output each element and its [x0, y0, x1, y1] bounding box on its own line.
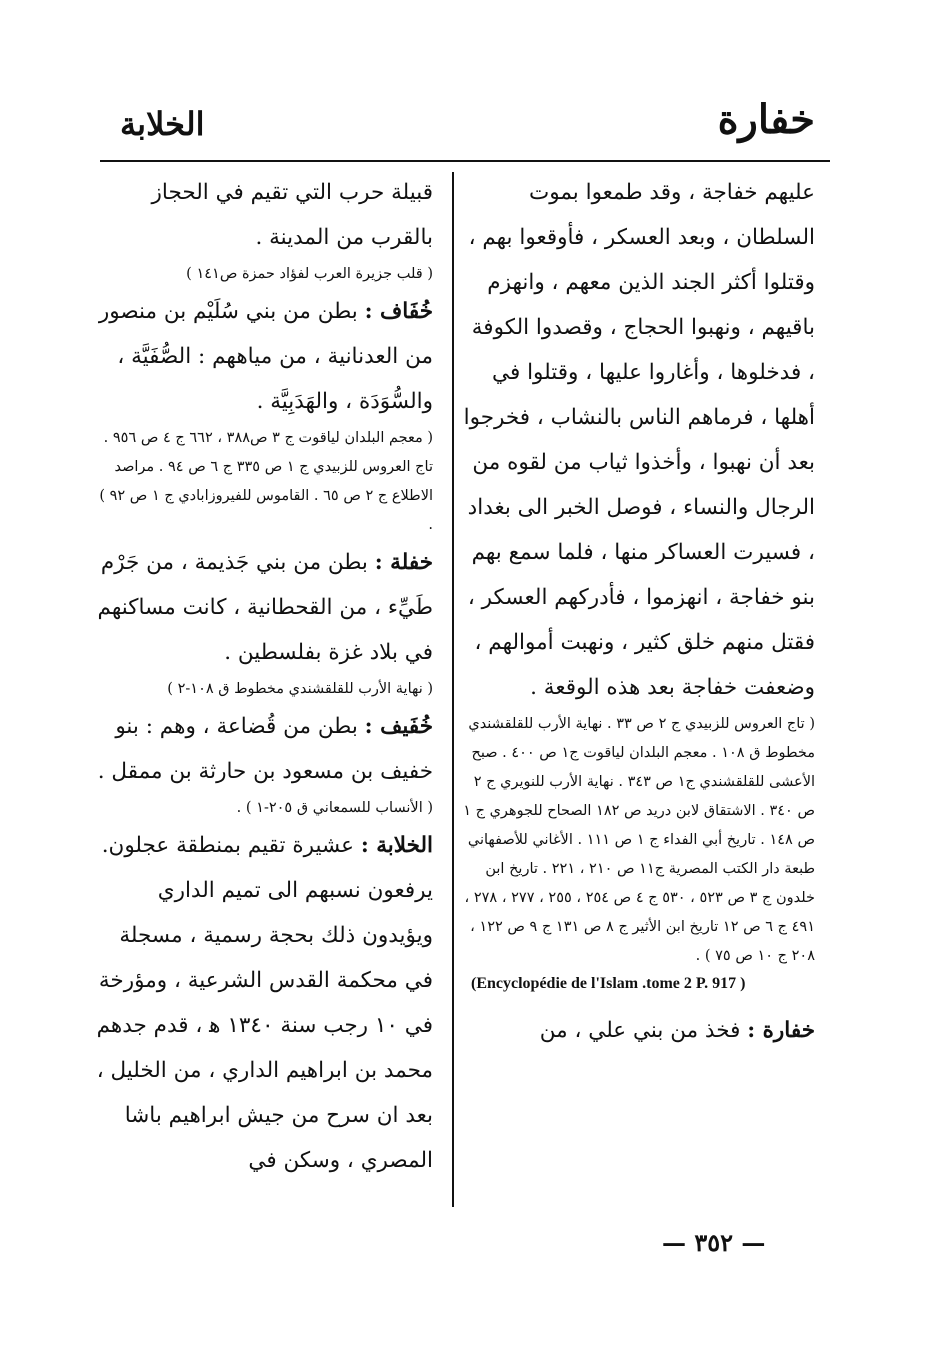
entry-headword: خفلة : — [374, 550, 433, 575]
entry-text: فخذ من بني علي ، من — [539, 1018, 741, 1043]
entry-khufaf — [95, 289, 433, 424]
left-intro: قبيلة حرب التي تقيم في الحجاز بالقرب من المدينة . — [151, 180, 433, 250]
page-header-right: خفارة — [717, 96, 815, 143]
entry-headword: الخلابة : — [360, 833, 433, 858]
right-latin-reference: (Encyclopédie de l'Islam .tome 2 P. 917 ) — [471, 975, 746, 992]
entry-khufaf-reference: ( معجم البلدان لياقوت ج ٣ ص٣٨٨ ، ٦٦٢ ج ٤ ص ٩٥٦ . تاج العروس للزبيدي ج ١ ص ٣٣٥ ج ٦ ص ٩٤ . مراصد الاطلاع ج ٢ ص ٦٥ . القاموس للفيروزابادي ج ١ ص ٩٢ ) . — [99, 430, 433, 533]
entry-headword: خُفَاف : — [364, 299, 433, 324]
header-rule — [100, 160, 830, 162]
entry-khufayf-reference: ( الأنساب للسمعاني ق ٢٠٥-١ ) . — [236, 800, 433, 816]
right-paragraph: عليهم خفاجة ، وقد طمعوا بموت السلطان ، وبعد العسكر ، فأوقعوا بهم ، وقتلوا أكثر الجند الذين معهم ، وانهزم باقيهم ، ونهبوا الحجاج ، وقصدوا الكوفة ، فدخلوها ، وأغاروا عليها ، وقتلوا في أهلها ، فرماهم الناس بالنشاب ، فخرجوا بعد أن نهبوا ، وأخذوا ثياب من لقوه من الرجال والنساء ، فوصل الخبر الى بغداد ، فسيرت العساكر منها ، فلما سمع بهم بنو خفاجة ، انهزموا ، فأدركهم العسكر ، فقتل منهم خلق كثير ، ونهبت أموالهم ، وضعفت خفاجة بعد هذه الوقعة . — [463, 180, 815, 700]
left-column — [95, 170, 433, 1183]
entry-text: بطن من بني جَذيمة ، من جَرْم طَيِّء ، من القحطانية ، كانت مساكنهم في بلاد غزة بفلسطين . — [97, 550, 433, 665]
entry-text: بطن من بني سُلَيْم بن منصور من العدنانية ، من مياههم : الصُّفَيَّة ، والسُّوَدَة ، والهَدَبِيَّة . — [98, 299, 433, 414]
entry-text: عشيرة تقيم بمنطقة عجلون. يرفعون نسبهم الى تميم الداري ويؤيدون ذلك بحجة رسمية ، مسجلة في محكمة القدس الشرعية ، ومؤرخة في ١٠ رجب سنة ١٣٤٠ ﻫ ، قدم جدهم محمد بن ابراهيم الداري ، من الخليل ، بعد ان سرح من جيش ابراهيم باشا المصري ، وسكن في — [96, 833, 433, 1173]
entry-khafla-reference: ( نهاية الأرب للقلقشندي مخطوط ق ١٠٨-٢ ) — [167, 681, 433, 697]
right-last-entry — [463, 1008, 815, 1053]
column-divider — [452, 172, 454, 1207]
right-references: ( تاج العروس للزبيدي ج ٢ ص ٣٣ . نهاية الأرب للقلقشندي مخطوط ق ١٠٨ . معجم البلدان لياقوت ج١ ص ٤٠٠ . صبح الأعشى للقلقشندي ج١ ص ٣٤٣ . نهاية الأرب للنويري ج ٢ ص ٣٤٠ . الاشتقاق لابن دريد ص ١٨٢ الصحاح للجوهري ج ١ ص ١٤٨ . تاريخ أبي الفداء ج ١ ص ١١١ . الأغاني للأصفهاني طبعة دار الكتب المصرية ج١١ ص ٢١٠ ، ٢٢١ . تاريخ ابن خلدون ج ٣ ص ٥٢٣ ، ٥٣٠ ج ٤ ص ٢٥٤ ، ٢٥٥ ، ٢٧٧ ، ٢٧٨ ، ٤٩١ ج ٦ ص ١٢ تاريخ ابن الأثير ج ٨ ص ١٣١ ج ٩ ص ١٢٢ ، ٢٠٨ ج ١٠ ص ٧٥ ) . — [463, 716, 815, 964]
entry-headword: خُفَيف : — [364, 714, 433, 739]
entry-khalaba — [95, 823, 433, 1183]
entry-khufayf — [95, 704, 433, 794]
page-header-left: الخلابة — [120, 105, 205, 143]
page-number: — ٣٥٢ — — [662, 1228, 766, 1257]
right-column — [463, 170, 815, 1053]
entry-text: بطن من قُضاعة ، وهم : بنو خفيف بن مسعود بن حارثة بن ممقل . — [97, 714, 433, 784]
entry-headword: خفارة : — [747, 1018, 815, 1043]
entry-khafla — [95, 540, 433, 675]
left-intro-reference: ( قلب جزيرة العرب لفؤاد حمزة ص١٤١ ) — [186, 266, 433, 282]
